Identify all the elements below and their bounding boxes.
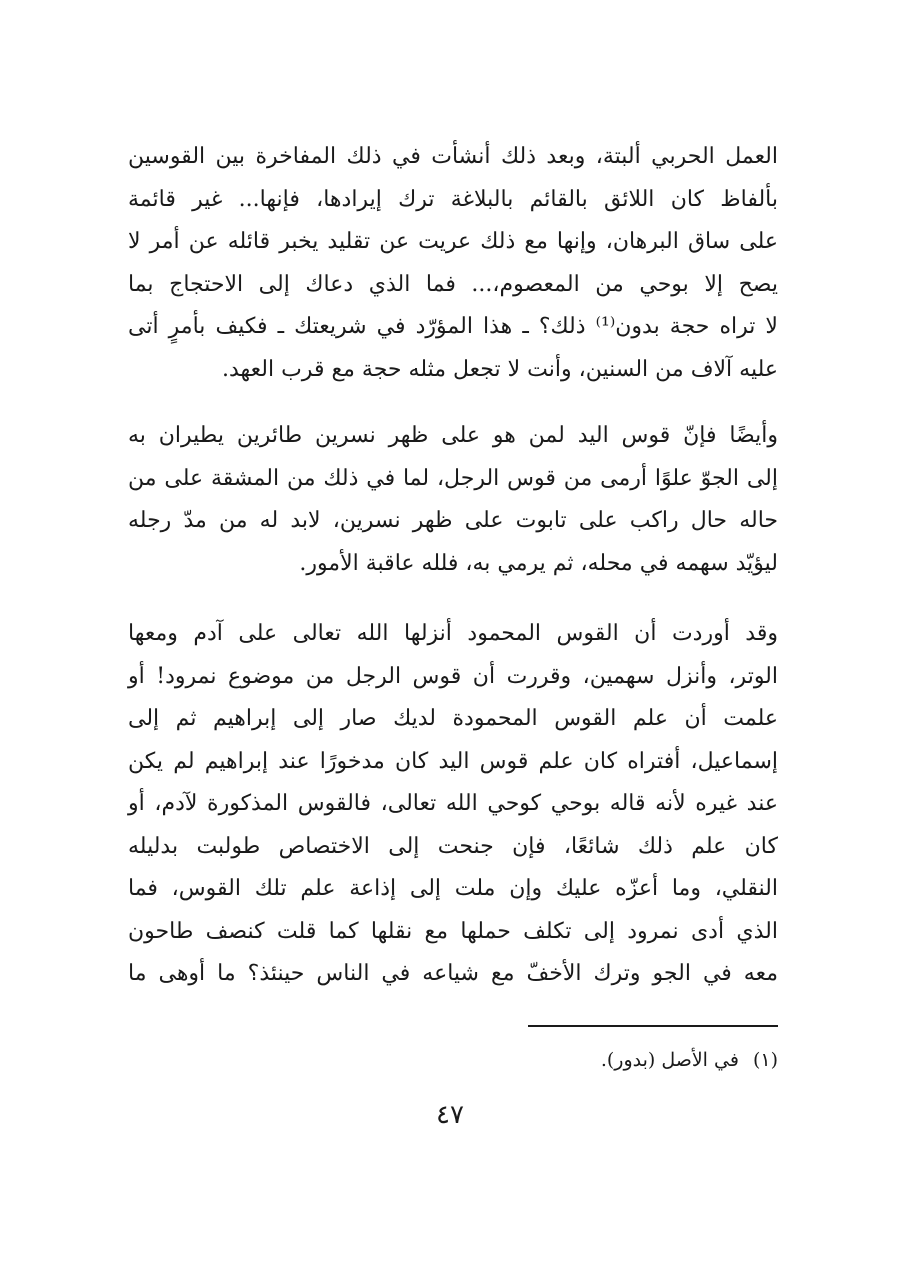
text-line: على ساق البرهان، وإنها مع ذلك عريت عن تقليد يخبر قائله عن أمر لا bbox=[128, 229, 778, 254]
text-line: يصح إلا بوحي من المعصوم،... فما الذي دعاك إلى الاحتجاج بما bbox=[128, 271, 778, 297]
text-line: معه في الجو وترك الأخفّ مع شياعه في الناس حينئذ؟ ما أوهى ما bbox=[128, 961, 778, 986]
paragraph-1 bbox=[128, 136, 778, 391]
text-line: ليؤيّد سهمه في محله، ثم يرمي به، فلله عاقبة الأمور. bbox=[299, 550, 778, 576]
text-line: علمت أن علم القوس المحمودة لديك صار إلى إبراهيم ثم إلى bbox=[128, 706, 778, 731]
text-line: كان علم ذلك شائعًا، فإن جنحت إلى الاختصاص طولبت بدليله bbox=[128, 833, 778, 859]
text-line: إسماعيل، أفتراه كان علم قوس اليد كان مدخورًا عند إبراهيم لم يكن bbox=[128, 748, 778, 774]
text-line: بألفاظ كان اللائق بالقائم بالبلاغة ترك إيرادها، فإنها... غير قائمة bbox=[128, 186, 778, 212]
footnote-text: في الأصل (بدور). bbox=[600, 1049, 739, 1071]
footnote-number: (١) bbox=[752, 1049, 778, 1071]
paragraph-3 bbox=[128, 613, 778, 996]
footnote bbox=[440, 1045, 778, 1075]
text-line: الوتر، وأنزل سهمين، وقررت أن قوس الرجل من موضوع نمرود! أو bbox=[128, 663, 778, 689]
text-line: عليه آلاف من السنين، وأنت لا تجعل مثله حجة مع قرب العهد. bbox=[221, 356, 778, 382]
text-line: النقلي، وما أعزّه عليك وإن ملت إلى إذاعة علم تلك القوس، فما bbox=[128, 876, 778, 901]
text-line: لا تراه حجة بدون⁽¹⁾ ذلك؟ ـ هذا المؤرّد في شريعتك ـ فكيف بأمرٍ أتى bbox=[128, 314, 778, 339]
footnote-divider bbox=[528, 1025, 778, 1027]
text-line: حاله حال راكب على تابوت على ظهر نسرين، لابد له من مدّ رجله bbox=[128, 508, 778, 533]
text-line: عند غيره لأنه قاله بوحي كوحي الله تعالى، فالقوس المذكورة لآدم، أو bbox=[128, 791, 778, 816]
page-number: ٤٧ bbox=[436, 1100, 464, 1130]
text-line: الذي أدى نمرود إلى تكلف حملها مع نقلها كما قلت كنصف طاحون bbox=[128, 918, 778, 944]
text-line: وأيضًا فإنّ قوس اليد لمن هو على ظهر نسرين طائرين يطيران به bbox=[128, 423, 778, 448]
paragraph-2 bbox=[128, 415, 778, 585]
text-line: إلى الجوّ علوًا أرمى من قوس الرجل، لما في ذلك من المشقة على من bbox=[128, 465, 778, 491]
text-line: العمل الحربي ألبتة، وبعد ذلك أنشأت في ذلك المفاخرة بين القوسين bbox=[128, 144, 778, 169]
text-line: وقد أوردت أن القوس المحمود أنزلها الله تعالى على آدم ومعها bbox=[128, 621, 778, 646]
